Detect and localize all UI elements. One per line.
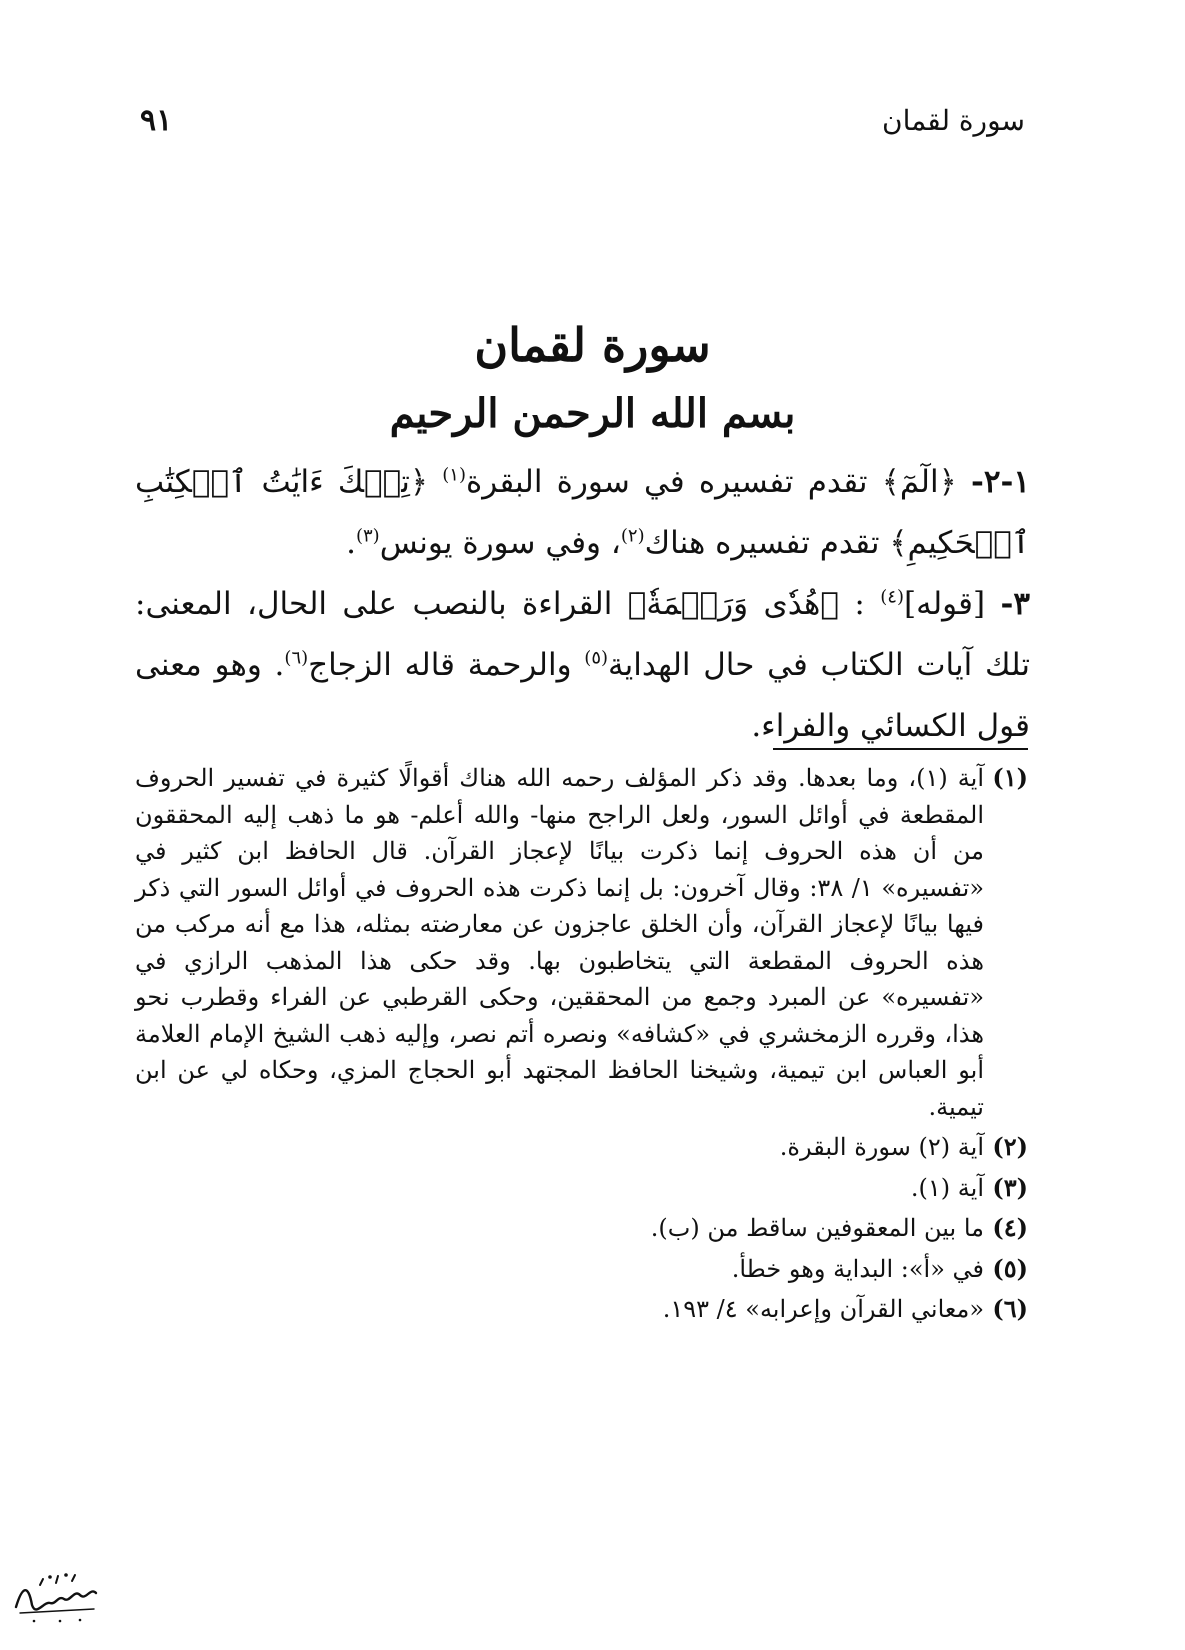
- verse-paragraph-3: [135, 574, 1030, 757]
- surah-title: سورة لقمان: [474, 318, 711, 372]
- footnote-3: [135, 1170, 1028, 1207]
- footnote-ref[interactable]: (٢): [620, 525, 645, 547]
- footnote-ref[interactable]: (١): [442, 464, 466, 486]
- running-title: سورة لقمان: [882, 103, 1025, 137]
- sentence-end: .: [346, 525, 356, 561]
- footnote-4: [135, 1210, 1028, 1247]
- footnote-number: (٤): [992, 1213, 1028, 1242]
- footnote-ref[interactable]: (٦): [284, 647, 309, 669]
- footnote-ref[interactable]: (٣): [355, 525, 380, 547]
- footnote-1: [135, 760, 1028, 1125]
- main-text: [135, 452, 1030, 757]
- footnote-2: [135, 1129, 1028, 1166]
- verse-paragraph-1-2: [135, 452, 1030, 574]
- footnote-number: (٢): [992, 1132, 1028, 1161]
- footnote-text: آية (١).: [910, 1173, 984, 1202]
- commentary-text: . وهو معنى قول الكسائي والفراء.: [135, 647, 1030, 744]
- verse-number: ٣-: [1000, 586, 1031, 622]
- footnote-text: آية (٢) سورة البقرة.: [779, 1133, 984, 1161]
- commentary-text: [قوله]: [903, 586, 986, 622]
- page-number: ٩١: [140, 102, 173, 138]
- quran-quote: ﴿هُدٗى وَرَحۡمَةٗ﴾: [627, 586, 839, 622]
- footnote-5: [135, 1251, 1028, 1288]
- commentary-text: القراءة بالنصب على الحال، المعنى: تلك آيات الكتاب في حال الهداية: [135, 586, 1030, 683]
- footnote-ref[interactable]: (٤): [880, 586, 904, 608]
- commentary-text: تقدم تفسيره في سورة البقرة: [466, 464, 868, 500]
- footnote-number: (٦): [992, 1294, 1028, 1323]
- commentary-text: ، وفي سورة يونس: [379, 525, 621, 561]
- running-header: [140, 100, 1025, 140]
- footnote-text: في «أ»: البداية وهو خطأ.: [731, 1254, 984, 1283]
- quran-quote: ﴿الٓمٓ﴾: [881, 464, 957, 500]
- footnote-divider: [773, 748, 1028, 750]
- footnote-number: (١): [992, 763, 1028, 792]
- footnote-text: ما بين المعقوفين ساقط من (ب).: [650, 1214, 984, 1242]
- footnote-6: [135, 1291, 1028, 1328]
- verse-number: ١-٢-: [970, 464, 1031, 500]
- footnote-ref[interactable]: (٥): [584, 647, 609, 669]
- footnote-text: آية (١)، وما بعدها. وقد ذكر المؤلف رحمه الله هناك أقوالًا كثيرة في تفسير الحروف المقطعة في أوائل السور، ولعل الراجح منها- والله أعلم- هو ما ذهب إليه المحققون من أن هذه الحروف إنما ذكرت بيانًا لإعجاز القرآن. قال الحافظ ابن كثير في «تفسيره» ١/ ٣٨: وقال آخرون: بل إنما ذكرت هذه الحروف في أوائل السور التي ذكر فيها بيانًا لإعجاز القرآن، وأن الخلق عاجزون عن معارضته بمثله، هذا مع أنه مركب من هذه الحروف المقطعة التي يتخاطبون بها. وقد حكى هذا المذهب الرازي في «تفسيره» عن المبرد وجمع من المحققين، وحكى القرطبي عن الفراء وقطرب نحو هذا، وقرره الزمخشري في «كشافه» ونصره أتم نصر، وإليه ذهب الشيخ الإمام العلامة أبو العباس ابن تيمية، وشيخنا الحافظ المجتهد أبو الحجاج المزي، وحكاه لي عن ابن تيمية.: [135, 764, 985, 1121]
- commentary-text: والرحمة قاله الزجاج: [308, 647, 572, 683]
- footnote-number: (٥): [992, 1253, 1028, 1283]
- commentary-text: تقدم تفسيره هناك: [644, 525, 880, 561]
- quran-quote: ﴿تِلۡكَ ءَايَٰتُ ٱلۡكِتَٰبِ ٱلۡحَكِيمِ﴾: [135, 464, 1030, 561]
- basmala: بسم الله الرحمن الرحيم: [389, 390, 796, 437]
- footnote-text: «معاني القرآن وإعرابه» ٤/ ١٩٣.: [662, 1295, 984, 1323]
- footnotes: [135, 760, 1028, 1328]
- footnote-number: (٣): [992, 1172, 1028, 1202]
- separator: :: [854, 586, 865, 622]
- publisher-logo: [10, 1565, 100, 1635]
